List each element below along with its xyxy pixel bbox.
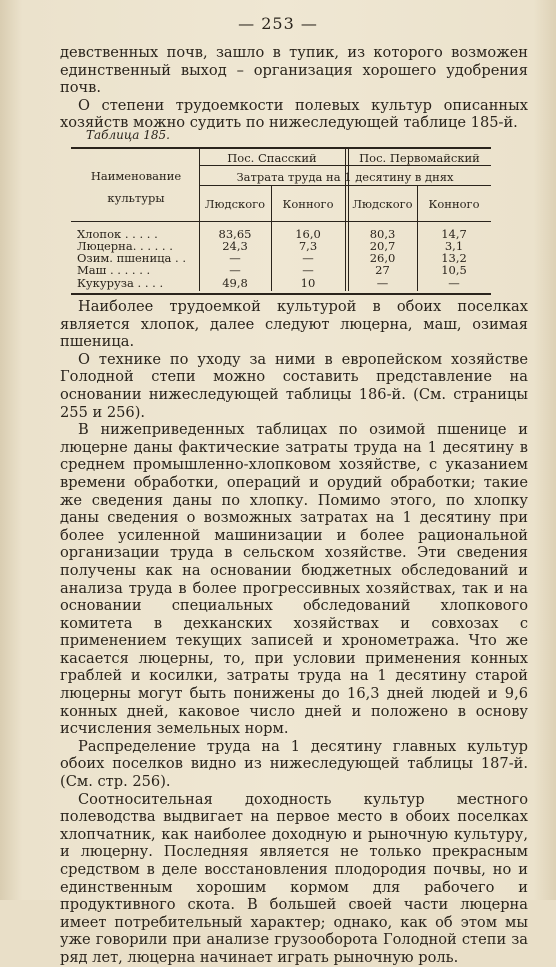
sub-header: Конного — [428, 197, 480, 211]
paragraph: Соотносительная доходность культур местного полеводства выдвигает на первое место в обоих поселках хлопчатник, как наиболее доходную и рыночную культуру, и люцерну. Последняя является не только прекрасным средством в деле восстановления плодородия почвы, но и единственным хорошим кормом для рабочего и продуктивного скота. В большей своей части люцерна имеет потребительный характер; однако, как об этом мы уже говорили при анализе грузооборота Голодной степи за ряд лет, люцерна начинает играть рыночную роль. — [60, 790, 528, 966]
row-label: Люцерна. . . . . . — [77, 239, 173, 253]
cell: 16,0 — [295, 227, 321, 241]
cell: 26,0 — [369, 251, 396, 265]
cell: 83,65 — [218, 227, 252, 241]
cell: 27 — [375, 263, 390, 277]
cell: 20,7 — [369, 239, 396, 253]
cell: 3,1 — [444, 239, 464, 253]
top-text — [60, 44, 528, 132]
cell: — — [448, 276, 460, 290]
cell: — — [302, 263, 314, 277]
cell: 14,7 — [441, 227, 467, 241]
sub-header: Людского — [204, 197, 266, 211]
cell: — — [302, 251, 314, 265]
cell: — — [376, 276, 389, 290]
table-rule — [71, 221, 491, 222]
row-label: Кукуруза . . . . — [77, 276, 164, 290]
paragraph: Наиболее трудоемкой культурой в обоих поселках является хлопок, далее следуют люцерна, маш, озимая пшеница. — [60, 298, 528, 351]
sub-header: Людского — [352, 197, 413, 211]
row-label: Озим. пшеница . . — [77, 251, 186, 265]
table-caption: Таблица 185. — [86, 128, 170, 142]
paragraph: девственных почв, зашло в тупик, из которого возможен единственный выход – организация хорошего удобрения почв. — [60, 44, 528, 97]
row-label: Хлопок . . . . . — [77, 227, 158, 241]
sub-header: Конного — [282, 197, 334, 211]
cell: 13,2 — [441, 251, 467, 265]
group-header-pervomaisky: Пос. Первомайский — [359, 151, 480, 165]
body-text — [60, 298, 528, 967]
group-header-spassky: Пос. Спасский — [227, 151, 317, 165]
cell: 10,5 — [441, 263, 467, 277]
paragraph: О технике по уходу за ними в европейском хозяйстве Голодной степи можно составить представление на основании нижеследующей таблицы 186-й. (См. страницы 255 и 256). — [60, 350, 528, 421]
paragraph: О степени трудоемкости полевых культур описанных хозяйств можно судить по нижеследующей таблице 185-й. — [60, 96, 528, 132]
table-rule — [199, 185, 491, 186]
cell: — — [229, 263, 241, 277]
cell: 7,3 — [298, 239, 318, 253]
cell: 80,3 — [369, 227, 396, 241]
paragraph: Распределение труда на 1 десятину главных культур обоих поселков видно из нижеследующей таблицы 187-й. (См. стр. 256). — [60, 737, 528, 791]
cell: — — [229, 251, 241, 265]
col-header-name: Наименование культуры — [90, 169, 182, 205]
page-number: — 253 — — [238, 14, 318, 33]
row-label: Маш . . . . . . — [77, 263, 151, 277]
cell: 24,3 — [222, 239, 248, 253]
table-rule — [199, 165, 491, 166]
labor-table — [71, 147, 491, 295]
span-header: Затрата труда на 1 десятину в днях — [236, 170, 454, 184]
paragraph: В нижеприведенных таблицах по озимой пшенице и люцерне даны фактические затраты труда на 1 десятину в среднем промышленно-хлопковом хозяйстве, с указанием времени обработки, операций и орудий обработки; такие же сведения даны по хлопку. Помимо этого, по хлопку даны сведения о возможных затратах на 1 десятину при более усиленной машинизации и более рациональной организации труда в сельском хозяйстве. Эти сведения получены как на основании бюджетных обследований и анализа труда в более прогрессивных хозяйствах, так и на основании специальных обследований хлопкового комитета в дехканских хозяйствах и совхозах с применением текущих записей и хронометража. Что же касается люцерны, то, при условии применения конных граблей и косилки, затраты труда на 1 десятину старой люцерны могут быть понижены до 16,3 дней людей и 9,6 конных дней, каковое число дней и положено в основу исчисления земельных норм. — [60, 421, 528, 738]
cell: 10 — [300, 276, 316, 290]
cell: 49,8 — [222, 276, 248, 290]
